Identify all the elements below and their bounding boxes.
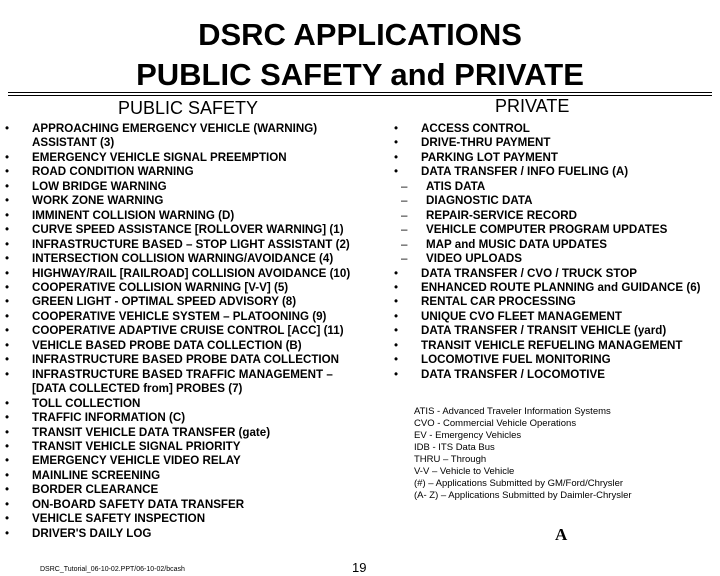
private-item	[394, 339, 701, 353]
public-safety-item	[5, 469, 350, 483]
public-safety-item	[5, 165, 350, 179]
private-item-text: MAP and MUSIC DATA UPDATES	[426, 237, 607, 251]
private-subitem	[394, 252, 701, 266]
dash-icon: –	[401, 252, 408, 266]
bullet-icon: •	[5, 223, 10, 237]
footer-filename: DSRC_Tutorial_06-10-02.PPT/06-10-02/bcash	[40, 566, 185, 573]
public-safety-item-text: INTERSECTION COLLISION WARNING/AVOIDANCE (4)	[32, 252, 334, 266]
page-title-line-2: PUBLIC SAFETY and PRIVATE	[136, 57, 584, 92]
bullet-icon: •	[5, 122, 10, 135]
bullet-icon: •	[5, 309, 10, 323]
legend-line: IDB - ITS Data Bus	[414, 442, 495, 453]
bullet-icon: •	[5, 512, 10, 526]
public-safety-item	[5, 310, 350, 324]
private-item-text: DATA TRANSFER / LOCOMOTIVE	[421, 367, 605, 381]
public-safety-item-text: ROAD CONDITION WARNING	[32, 165, 194, 179]
private-item-text: LOCOMOTIVE FUEL MONITORING	[421, 353, 611, 367]
public-safety-item-text: COOPERATIVE ADAPTIVE CRUISE CONTROL [ACC] (11)	[32, 324, 344, 338]
public-safety-item-text: COOPERATIVE VEHICLE SYSTEM – PLATOONING (9)	[32, 309, 327, 323]
public-safety-item-text: DRIVER'S DAILY LOG	[32, 526, 152, 540]
private-item	[394, 368, 701, 382]
public-safety-item-text: HIGHWAY/RAIL [RAILROAD] COLLISION AVOIDANCE (10)	[32, 266, 351, 280]
private-item-text: DRIVE-THRU PAYMENT	[421, 136, 551, 150]
private-item-text: DIAGNOSTIC DATA	[426, 194, 533, 208]
public-safety-item-text: MAINLINE SCREENING	[32, 468, 161, 482]
public-safety-item	[5, 339, 350, 353]
private-item-text: REPAIR-SERVICE RECORD	[426, 208, 577, 222]
private-item	[394, 267, 701, 281]
public-safety-item-text: INFRASTRUCTURE BASED PROBE DATA COLLECTION	[32, 353, 340, 367]
public-safety-item-text: EMERGENCY VEHICLE VIDEO RELAY	[32, 454, 241, 468]
private-item-text: ENHANCED ROUTE PLANNING and GUIDANCE (6)	[421, 280, 701, 294]
public-safety-item-text: GREEN LIGHT - OPTIMAL SPEED ADVISORY (8)	[32, 295, 297, 309]
public-safety-item-text: EMERGENCY VEHICLE SIGNAL PREEMPTION	[32, 150, 287, 164]
private-item-text: UNIQUE CVO FLEET MANAGEMENT	[421, 309, 622, 323]
public-safety-item	[5, 122, 350, 136]
private-item-text: RENTAL CAR PROCESSING	[421, 295, 576, 309]
private-item-text: DATA TRANSFER / CVO / TRUCK STOP	[421, 266, 637, 280]
public-safety-item	[5, 411, 350, 425]
legend-line: V-V – Vehicle to Vehicle	[414, 466, 515, 477]
bullet-icon: •	[5, 165, 10, 179]
dash-icon: –	[401, 194, 408, 208]
public-safety-item	[5, 267, 350, 281]
bullet-icon: •	[5, 266, 10, 280]
private-subitem	[394, 194, 701, 208]
public-safety-item	[5, 180, 350, 194]
public-safety-item	[5, 151, 350, 165]
bullet-icon: •	[394, 136, 399, 150]
private-item	[394, 281, 701, 295]
bullet-icon: •	[5, 396, 10, 410]
public-safety-item-text: APPROACHING EMERGENCY VEHICLE (WARNING)	[32, 122, 318, 135]
private-item	[394, 310, 701, 324]
bullet-icon: •	[394, 165, 399, 179]
public-safety-item	[5, 238, 350, 252]
private-item	[394, 324, 701, 338]
public-safety-item-text: COOPERATIVE COLLISION WARNING [V-V] (5)	[32, 280, 289, 294]
public-safety-item	[5, 223, 350, 237]
bullet-icon: •	[5, 425, 10, 439]
private-item-text: TRANSIT VEHICLE REFUELING MANAGEMENT	[421, 338, 683, 352]
private-subitem	[394, 223, 701, 237]
private-item	[394, 122, 701, 136]
public-safety-item	[5, 252, 350, 266]
public-safety-item	[5, 397, 350, 411]
bullet-icon: •	[394, 324, 399, 338]
public-safety-item-text: VEHICLE SAFETY INSPECTION	[32, 512, 206, 526]
public-safety-item	[5, 295, 350, 309]
public-safety-item	[5, 368, 350, 382]
bullet-icon: •	[394, 309, 399, 323]
public-safety-item-text: TRANSIT VEHICLE SIGNAL PRIORITY	[32, 439, 241, 453]
dash-icon: –	[401, 208, 408, 222]
public-safety-item	[5, 483, 350, 497]
public-safety-item-text: VEHICLE BASED PROBE DATA COLLECTION (B)	[32, 338, 302, 352]
bullet-icon: •	[5, 483, 10, 497]
public-safety-item-text: TRAFFIC INFORMATION (C)	[32, 411, 186, 425]
private-subitem	[394, 209, 701, 223]
private-item	[394, 353, 701, 367]
title-underline-bottom	[8, 95, 712, 96]
dash-icon: –	[401, 237, 408, 251]
title-underline-top	[8, 92, 712, 93]
abbreviation-legend	[414, 406, 632, 502]
public-safety-item	[5, 527, 350, 541]
private-item-text: VEHICLE COMPUTER PROGRAM UPDATES	[426, 223, 668, 237]
public-safety-item	[5, 353, 350, 367]
bullet-icon: •	[5, 497, 10, 511]
private-item	[394, 295, 701, 309]
public-safety-item-text: ASSISTANT (3)	[32, 136, 115, 150]
public-safety-item	[5, 209, 350, 223]
page-title-line-1: DSRC APPLICATIONS	[198, 17, 522, 52]
bullet-icon: •	[5, 338, 10, 352]
bullet-icon: •	[5, 526, 10, 540]
private-item-text: DATA TRANSFER / INFO FUELING (A)	[421, 165, 629, 179]
bullet-icon: •	[394, 338, 399, 352]
public-safety-item	[5, 440, 350, 454]
private-item-text: ATIS DATA	[426, 179, 486, 193]
public-safety-item-text: CURVE SPEED ASSISTANCE [ROLLOVER WARNING] (1)	[32, 223, 344, 237]
private-item-text: VIDEO UPLOADS	[426, 252, 522, 266]
public-safety-item	[5, 194, 350, 208]
legend-line: (A- Z) – Applications Submitted by Daimler-Chrysler	[414, 490, 632, 501]
public-safety-heading: PUBLIC SAFETY	[118, 98, 259, 118]
legend-line: THRU – Through	[414, 454, 487, 465]
private-subitem	[394, 180, 701, 194]
legend-line: CVO - Commercial Vehicle Operations	[414, 418, 577, 429]
bullet-icon: •	[5, 179, 10, 193]
bullet-icon: •	[394, 150, 399, 164]
corner-letter: A	[555, 525, 568, 544]
bullet-icon: •	[5, 353, 10, 367]
bullet-icon: •	[394, 280, 399, 294]
public-safety-item-text: BORDER CLEARANCE	[32, 483, 159, 497]
bullet-icon: •	[5, 252, 10, 266]
legend-line: (#) – Applications Submitted by GM/Ford/Chrysler	[414, 478, 624, 489]
public-safety-item	[5, 454, 350, 468]
bullet-icon: •	[5, 367, 10, 381]
bullet-icon: •	[5, 280, 10, 294]
public-safety-item-text: ON-BOARD SAFETY DATA TRANSFER	[32, 497, 245, 511]
private-item	[394, 136, 701, 150]
private-subitem	[394, 238, 701, 252]
bullet-icon: •	[5, 439, 10, 453]
private-heading: PRIVATE	[495, 96, 570, 116]
bullet-icon: •	[5, 208, 10, 222]
public-safety-list	[5, 122, 350, 541]
private-item-text: DATA TRANSFER / TRANSIT VEHICLE (yard)	[421, 324, 667, 338]
bullet-icon: •	[5, 237, 10, 251]
bullet-icon: •	[5, 295, 10, 309]
legend-line: EV - Emergency Vehicles	[414, 430, 522, 441]
public-safety-item	[5, 498, 350, 512]
public-safety-item-text: IMMINENT COLLISION WARNING (D)	[32, 208, 235, 222]
dash-icon: –	[401, 179, 408, 193]
bullet-icon: •	[394, 353, 399, 367]
private-item	[394, 151, 701, 165]
public-safety-item	[5, 281, 350, 295]
public-safety-item	[5, 426, 350, 440]
public-safety-item-text: TOLL COLLECTION	[32, 396, 141, 410]
public-safety-item-continuation	[5, 382, 350, 396]
legend-line: ATIS - Advanced Traveler Information Systems	[414, 406, 611, 417]
bullet-icon: •	[5, 468, 10, 482]
bullet-icon: •	[394, 266, 399, 280]
bullet-icon: •	[5, 324, 10, 338]
bullet-icon: •	[5, 411, 10, 425]
bullet-icon: •	[394, 122, 399, 135]
bullet-icon: •	[394, 295, 399, 309]
private-item-text: ACCESS CONTROL	[421, 122, 530, 135]
private-item	[394, 165, 701, 179]
public-safety-item-text: TRANSIT VEHICLE DATA TRANSFER (gate)	[32, 425, 271, 439]
public-safety-item-text: LOW BRIDGE WARNING	[32, 179, 167, 193]
public-safety-item	[5, 324, 350, 338]
bullet-icon: •	[394, 367, 399, 381]
page-number: 19	[352, 560, 367, 575]
public-safety-item	[5, 512, 350, 526]
public-safety-item-text: INFRASTRUCTURE BASED TRAFFIC MANAGEMENT –	[32, 367, 333, 381]
public-safety-item-text: WORK ZONE WARNING	[32, 194, 164, 208]
public-safety-item-text: [DATA COLLECTED from] PROBES (7)	[32, 382, 243, 396]
bullet-icon: •	[5, 150, 10, 164]
bullet-icon: •	[5, 194, 10, 208]
private-item-text: PARKING LOT PAYMENT	[421, 150, 558, 164]
private-list	[394, 122, 701, 382]
public-safety-item-continuation	[5, 136, 350, 150]
bullet-icon: •	[5, 454, 10, 468]
dash-icon: –	[401, 223, 408, 237]
public-safety-item-text: INFRASTRUCTURE BASED – STOP LIGHT ASSISTANT (2)	[32, 237, 350, 251]
